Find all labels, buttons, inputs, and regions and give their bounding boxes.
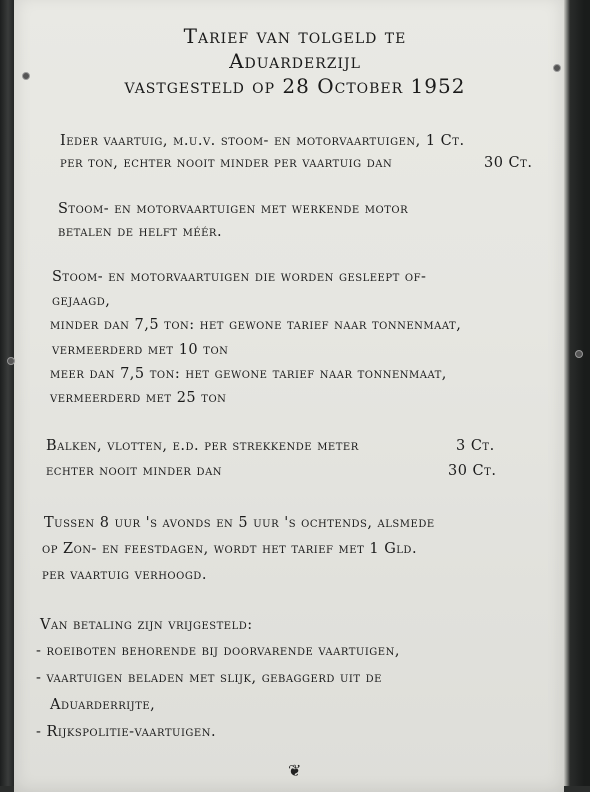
sign-title-line-3: vastgesteld op 28 October 1952 (124, 74, 466, 98)
tariff-towed-line-3: minder dan 7,5 ton: het gewone tarief naar tonnenmaat, (50, 317, 462, 333)
screw-right-mid (575, 350, 583, 358)
tariff-night-line-2: op Zon- en feestdagen, wordt het tarief met 1 Gld. (42, 541, 418, 557)
seal-icon: ❦ (288, 761, 302, 780)
exemption-item-2: - vaartuigen beladen met slijk, gebaggerd uit de (36, 670, 382, 686)
sign-title-line-2: Aduarderzijl (229, 49, 361, 73)
tariff-general-amount: 30 Ct. (484, 155, 533, 171)
tariff-beams-line-2: echter nooit minder dan (46, 463, 223, 479)
tariff-motor-line-1: Stoom- en motorvaartuigen met werkende motor (58, 201, 409, 217)
tariff-towed-line-4: vermeerderd met 10 ton (52, 342, 229, 358)
tariff-towed-line-5: meer dan 7,5 ton: het gewone tarief naar tonnenmaat, (50, 366, 447, 382)
tariff-beams-amount-1: 3 Ct. (456, 438, 495, 454)
tariff-general-line-1: Ieder vaartuig, m.u.v. stoom- en motorvaartuigen, 1 Ct. (60, 133, 465, 149)
exemption-item-3: - Rijkspolitie-vaartuigen. (36, 724, 217, 740)
tariff-motor-line-2: betalen de helft méér. (58, 224, 223, 240)
tariff-general-line-2: per ton, echter nooit minder per vaartuig dan (60, 155, 393, 171)
tariff-beams-amount-2: 30 Ct. (448, 463, 497, 479)
exemption-item-1: - roeiboten behorende bij doorvarende vaartuigen, (36, 643, 400, 659)
exemptions-heading: Van betaling zijn vrijgesteld: (40, 617, 253, 633)
screw-left-bottom (7, 357, 15, 365)
sign-title-line-1: Tarief van tolgeld te (183, 24, 407, 48)
tariff-towed-line-6: vermeerderd met 25 ton (50, 390, 227, 406)
tariff-beams-line-1: Balken, vlotten, e.d. per strekkende meter (46, 438, 359, 454)
tariff-night-line-3: per vaartuig verhoogd. (42, 567, 207, 583)
exemption-item-2-cont: Aduarderrijte, (50, 697, 156, 713)
tariff-towed-line-2: gejaagd, (52, 293, 111, 309)
sign-right-edge (564, 0, 590, 786)
tariff-night-line-1: Tussen 8 uur 's avonds en 5 uur 's ochtends, alsmede (44, 515, 435, 531)
tariff-towed-line-1: Stoom- en motorvaartuigen die worden gesleept of- (52, 269, 427, 285)
